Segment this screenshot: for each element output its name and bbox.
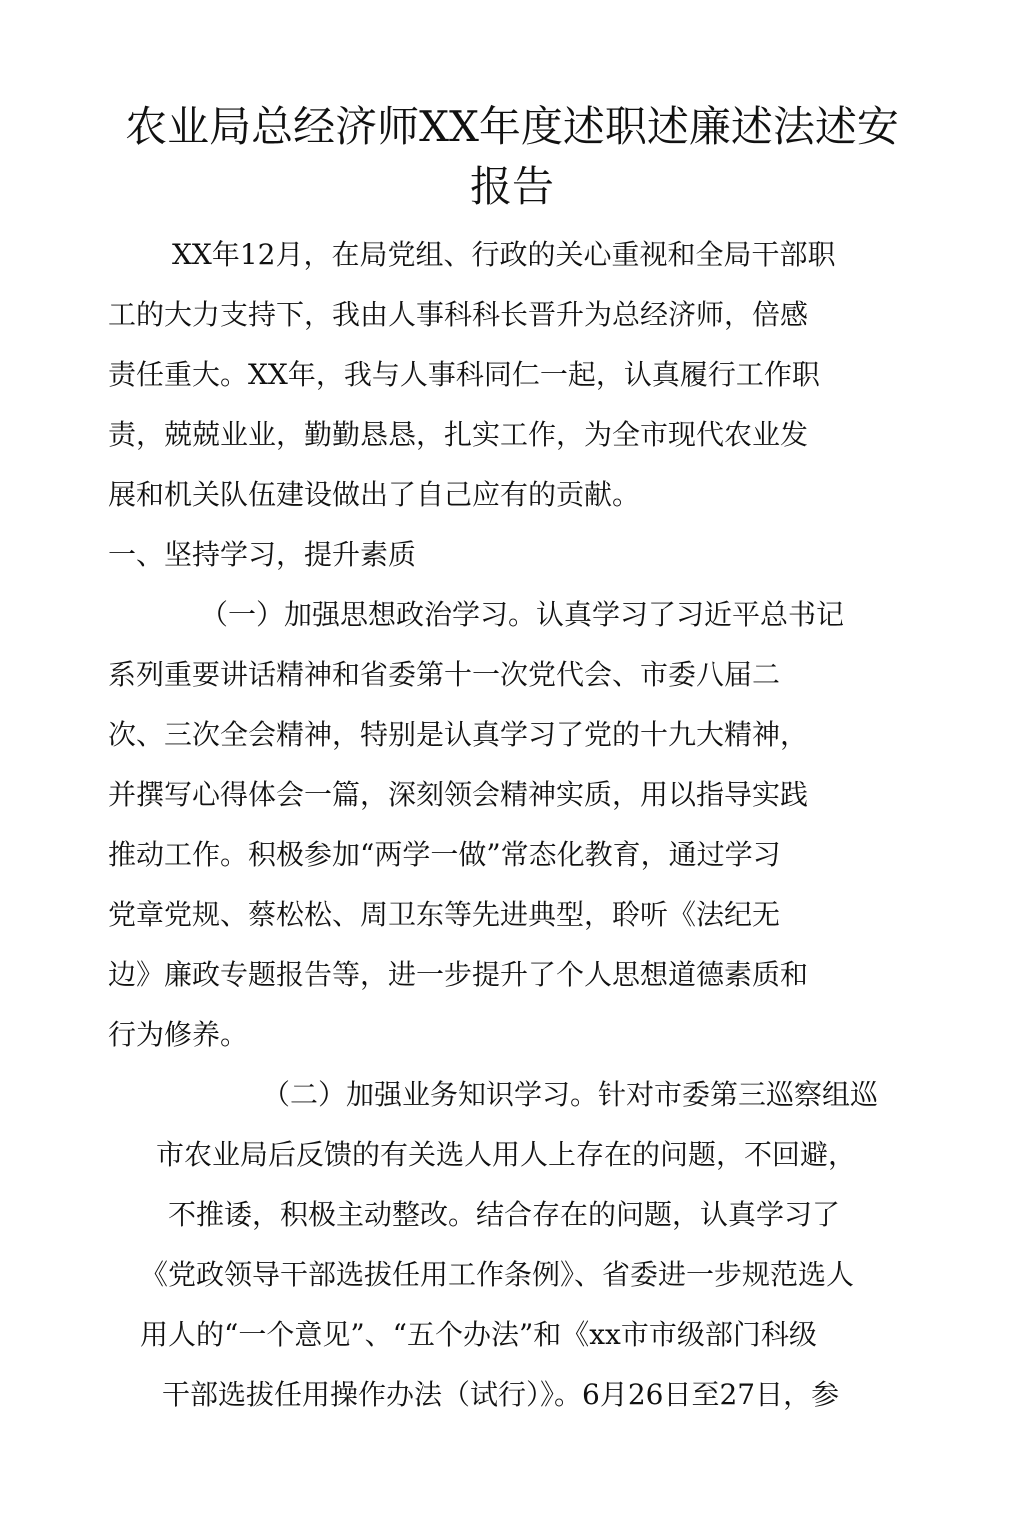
paragraph-line: 展和机关队伍建设做出了自己应有的贡献。 — [108, 478, 641, 511]
paragraph-line: 行为修养。 — [108, 1018, 249, 1051]
document-title-line-2: 报告 — [469, 162, 554, 211]
paragraph-line: 并撰写心得体会一篇，深刻领会精神实质，用以指导实践 — [108, 778, 809, 811]
paragraph-line: 不推诿，积极主动整改。结合存在的问题，认真学习了 — [168, 1198, 841, 1231]
paragraph-line: 用人的“一个意见”、“五个办法”和《xx市市级部门科级 — [140, 1318, 817, 1351]
paragraph-line: 干部选拔任用操作办法（试行）》。6月26日至27日，参 — [162, 1378, 840, 1411]
paragraph-line: 系列重要讲话精神和省委第十一次党代会、市委八届二 — [108, 658, 781, 691]
paragraph-line: 推动工作。积极参加“两学一做”常态化教育，通过学习 — [108, 838, 781, 871]
section-heading: 一、坚持学习，提升素质 — [108, 538, 417, 571]
paragraph-line: 责，兢兢业业，勤勤恳恳，扎实工作，为全市现代农业发 — [108, 418, 809, 451]
paragraph-line: 市农业局后反馈的有关选人用人上存在的问题，不回避， — [156, 1138, 857, 1171]
document-title-line-1: 农业局总经济师XX年度述职述廉述法述安 — [125, 102, 899, 151]
paragraph-line: 次、三次全会精神，特别是认真学习了党的十九大精神， — [108, 718, 809, 751]
paragraph-line: 《党政领导干部选拔任用工作条例》、省委进一步规范选人 — [140, 1258, 855, 1291]
paragraph-line: 党章党规、蔡松松、周卫东等先进典型，聆听《法纪无 — [108, 898, 781, 931]
paragraph-line: 工的大力支持下，我由人事科科长晋升为总经济师，倍感 — [108, 298, 809, 331]
paragraph-line: 边》廉政专题报告等，进一步提升了个人思想道德素质和 — [108, 958, 809, 991]
paragraph-line: 责任重大。XX年，我与人事科同仁一起，认真履行工作职 — [108, 358, 820, 391]
paragraph-line: （二）加强业务知识学习。针对市委第三巡察组巡 — [262, 1078, 879, 1111]
paragraph-line: （一）加强思想政治学习。认真学习了习近平总书记 — [200, 598, 845, 631]
paragraph-line: XX年12月，在局党组、行政的关心重视和全局干部职 — [172, 238, 836, 271]
